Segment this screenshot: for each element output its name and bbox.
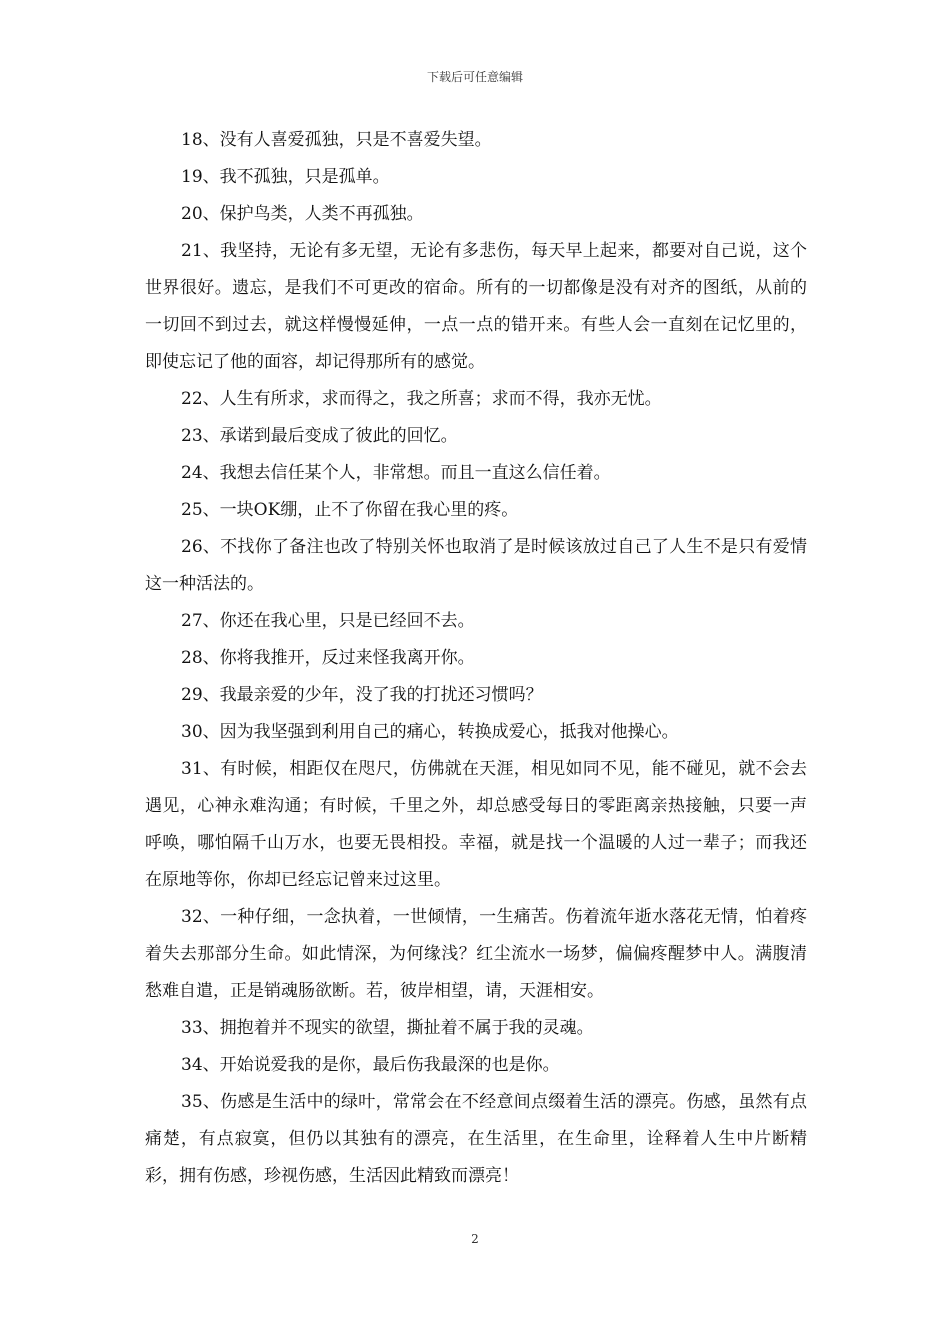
paragraph-19: 19、我不孤独，只是孤单。 [181, 167, 390, 187]
page-header-note: 下载后可任意编辑 [426, 70, 523, 84]
paragraph-32: 32、一种仔细，一念执着，一世倾情，一生痛苦。伤着流年逝水落花无情，怕着疼着失去那部分生命。如此情深，为何缘浅？红尘流水一场梦，偏偏疼醒梦中人。满腹清愁难自遣，正是销魂肠欲断。若，彼岸相望，请，天涯相安。 [145, 907, 807, 1001]
paragraph-29: 29、我最亲爱的少年，没了我的打扰还习惯吗？ [181, 685, 543, 705]
paragraph-30: 30、因为我坚强到利用自己的痛心，转换成爱心，抵我对他操心。 [181, 722, 679, 742]
paragraph-31: 31、有时候，相距仅在咫尺，仿佛就在天涯，相见如同不见，能不碰见，就不会去遇见，心神永难沟通；有时候，千里之外，却总感受每日的零距离亲热接触，只要一声呼唤，哪怕隔千山万水，也要无畏相投。幸福，就是找一个温暖的人过一辈子；而我还在原地等你，你却已经忘记曾来过这里。 [145, 759, 807, 890]
paragraph-27: 27、你还在我心里，只是已经回不去。 [181, 611, 475, 631]
document-body [145, 122, 807, 1195]
page-number: 2 [471, 1232, 479, 1246]
paragraph-28: 28、你将我推开，反过来怪我离开你。 [181, 648, 475, 668]
paragraph-22: 22、人生有所求，求而得之，我之所喜；求而不得，我亦无忧。 [181, 389, 662, 409]
paragraph-21: 21、我坚持，无论有多无望，无论有多悲伤，每天早上起来，都要对自己说，这个世界很好。遗忘，是我们不可更改的宿命。所有的一切都像是没有对齐的图纸，从前的一切回不到过去，就这样慢慢延伸，一点一点的错开来。有些人会一直刻在记忆里的，即使忘记了他的面容，却记得那所有的感觉。 [145, 241, 807, 372]
paragraph-25: 25、一块OK绷，止不了你留在我心里的疼。 [181, 500, 519, 520]
paragraph-34: 34、开始说爱我的是你，最后伤我最深的也是你。 [181, 1055, 560, 1075]
paragraph-23: 23、承诺到最后变成了彼此的回忆。 [181, 426, 458, 446]
paragraph-24: 24、我想去信任某个人，非常想。而且一直这么信任着。 [181, 463, 611, 483]
paragraph-33: 33、拥抱着并不现实的欲望，撕扯着不属于我的灵魂。 [181, 1018, 594, 1038]
paragraph-35: 35、伤感是生活中的绿叶，常常会在不经意间点缀着生活的漂亮。伤感，虽然有点痛楚，有点寂寞，但仍以其独有的漂亮，在生活里，在生命里，诠释着人生中片断精彩，拥有伤感，珍视伤感，生活因此精致而漂亮！ [145, 1092, 807, 1186]
paragraph-18: 18、没有人喜爱孤独，只是不喜爱失望。 [181, 130, 492, 150]
paragraph-20: 20、保护鸟类，人类不再孤独。 [181, 204, 424, 224]
paragraph-26: 26、不找你了备注也改了特别关怀也取消了是时候该放过自己了人生不是只有爱情这一种活法的。 [145, 537, 807, 594]
